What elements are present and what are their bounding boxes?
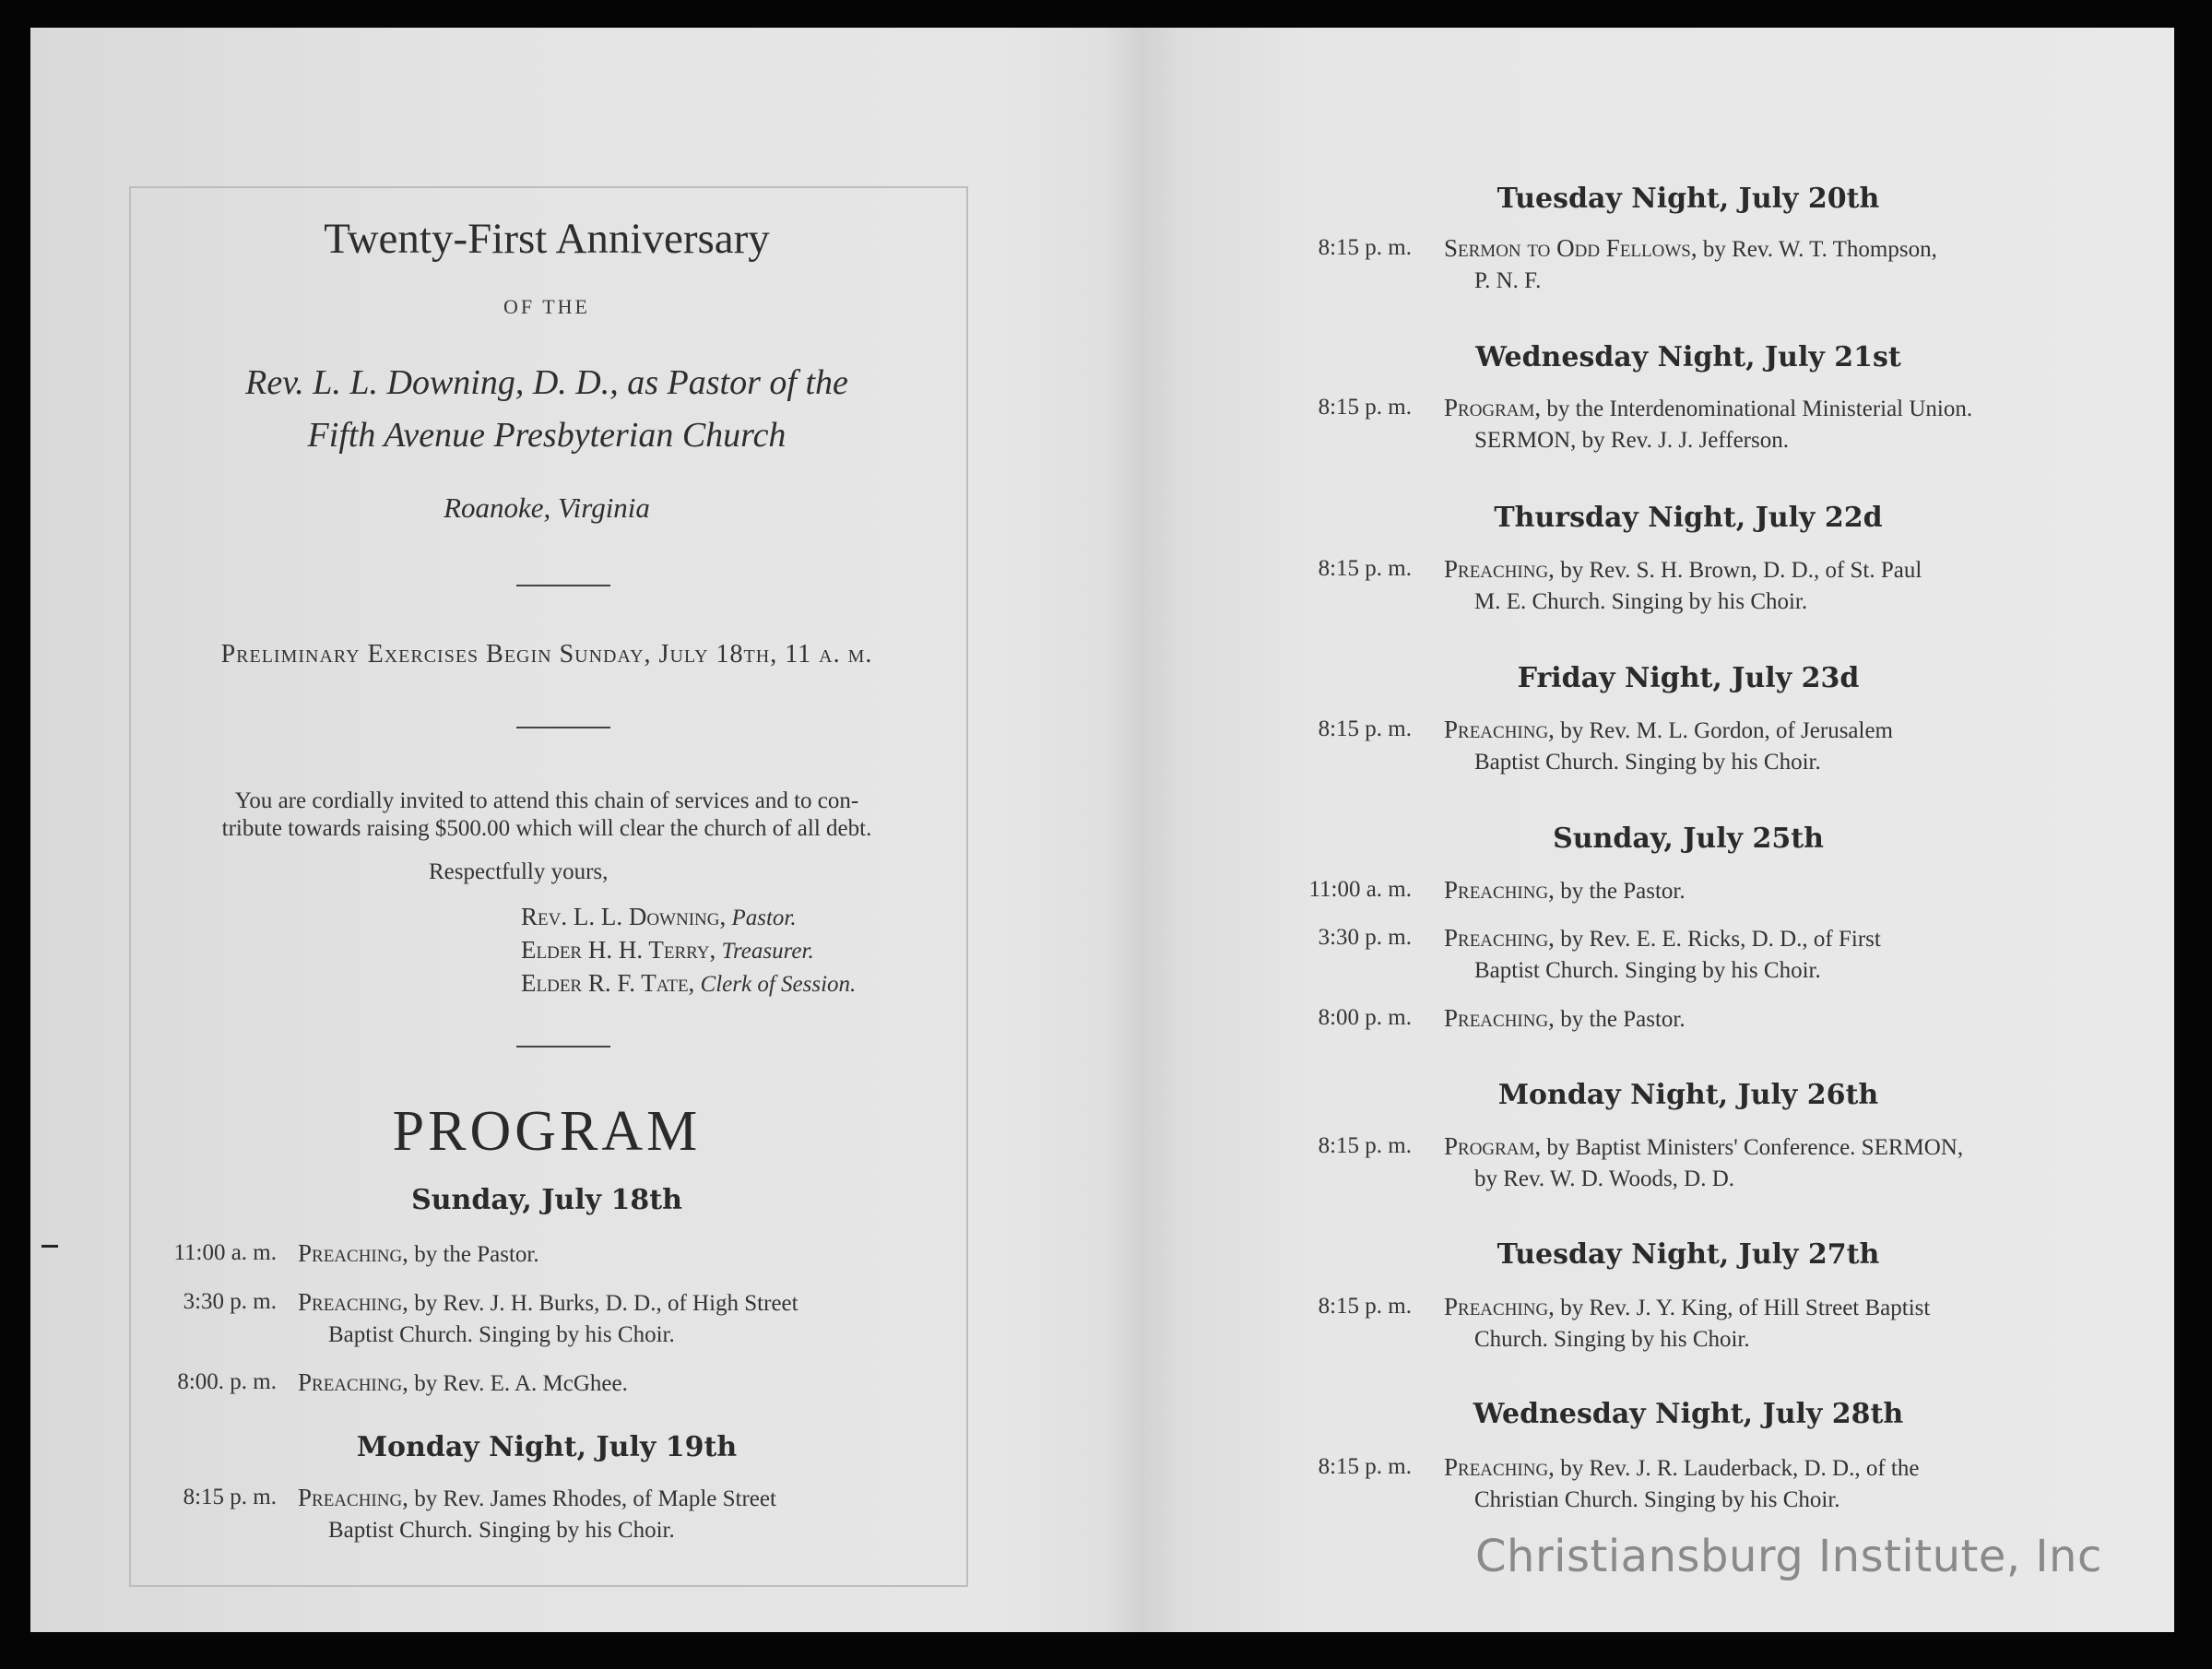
invitation-line-2: tribute towards raising $500.00 which will clear the church of all debt.	[221, 816, 872, 841]
day-heading: Thursday Night, July 22d	[1494, 502, 1883, 534]
event-description: Preaching, by Rev. J. Y. King, of Hill Street Baptist Church. Singing by his Choir.	[1444, 1293, 1931, 1352]
signer: Elder H. H. Terry, Treasurer.	[521, 936, 814, 964]
event-description: Preaching, by Rev. S. H. Brown, D. D., of St. Paul M. E. Church. Singing by his Choir.	[1444, 555, 1922, 614]
pastor-dedication	[129, 357, 964, 462]
event-time: 8:15 p. m.	[1318, 395, 1412, 420]
event-time: 8:15 p. m.	[1318, 235, 1412, 260]
event-time: 8:15 p. m.	[1318, 556, 1412, 581]
event-description: Preaching, by Rev. J. R. Lauderback, D. D., of the Christian Church. Singing by his Choir.	[1444, 1453, 1920, 1512]
day-heading: Tuesday Night, July 27th	[1496, 1238, 1880, 1271]
event-time: 8:00. p. m.	[177, 1369, 277, 1394]
event-description: Preaching, by the Pastor.	[1444, 1004, 1686, 1032]
day-heading: Monday Night, July 26th	[1497, 1079, 1879, 1111]
event-description: Sermon to Odd Fellows, by Rev. W. T. Thompson, P. N. F.	[1444, 234, 1937, 293]
divider-rule	[516, 1046, 610, 1048]
divider-rule	[516, 727, 610, 728]
day-heading: Tuesday Night, July 20th	[1496, 183, 1880, 215]
event-description: Program, by the Interdenominational Ministerial Union. SERMON, by Rev. J. J. Jefferson.	[1444, 394, 1973, 453]
respectfully-yours: Respectfully yours,	[429, 859, 609, 884]
event-time: 11:00 a. m.	[173, 1240, 277, 1265]
center-fold	[1105, 28, 1178, 1632]
day-heading: Friday Night, July 23d	[1517, 662, 1860, 694]
event-time: 8:15 p. m.	[1318, 1454, 1412, 1479]
day-heading: Sunday, July 18th	[411, 1184, 682, 1216]
invitation-text	[129, 787, 964, 843]
event-description: Preaching, by the Pastor.	[1444, 876, 1686, 904]
day-heading: Sunday, July 25th	[1553, 823, 1824, 855]
watermark-credit: Christiansburg Institute, Inc	[1475, 1531, 2102, 1582]
invitation-line-1: You are cordially invited to attend this chain of services and to con-	[234, 788, 859, 813]
pastor-line-2: Fifth Avenue Presbyterian Church	[307, 416, 787, 455]
day-heading: Wednesday Night, July 21st	[1475, 341, 1901, 373]
paper-mark	[41, 1245, 58, 1248]
program-sheet	[30, 28, 2174, 1632]
event-time: 11:00 a. m.	[1308, 877, 1412, 902]
event-description: Preaching, by Rev. James Rhodes, of Maple Street Baptist Church. Singing by his Choir.	[298, 1484, 776, 1543]
event-description: Program, by Baptist Ministers' Conference. SERMON, by Rev. W. D. Woods, D. D.	[1444, 1132, 1964, 1191]
signer: Elder R. F. Tate, Clerk of Session.	[521, 969, 857, 997]
event-time: 8:15 p. m.	[183, 1485, 277, 1509]
signers-list	[521, 901, 856, 1000]
event-description: Preaching, by Rev. E. A. McGhee.	[298, 1368, 628, 1396]
event-time: 8:15 p. m.	[1318, 1294, 1412, 1319]
event-time: 3:30 p. m.	[183, 1289, 277, 1314]
day-heading: Monday Night, July 19th	[356, 1431, 738, 1463]
signer: Rev. L. L. Downing, Pastor.	[521, 903, 797, 930]
preliminary-exercises: Preliminary Exercises Begin Sunday, July 18th, 11 a. m.	[220, 640, 873, 669]
day-heading: Wednesday Night, July 28th	[1473, 1398, 1904, 1430]
divider-rule	[516, 585, 610, 586]
pastor-line-1: Rev. L. L. Downing, D. D., as Pastor of the	[245, 363, 848, 402]
event-description: Preaching, by Rev. E. E. Ricks, D. D., of First Baptist Church. Singing by his Choir.	[1444, 924, 1881, 983]
anniversary-title: Twenty-First Anniversary	[324, 215, 770, 263]
event-description: Preaching, by Rev. J. H. Burks, D. D., of High Street Baptist Church. Singing by his Choir.	[298, 1288, 798, 1347]
program-heading: PROGRAM	[392, 1100, 702, 1163]
event-time: 3:30 p. m.	[1318, 925, 1412, 950]
event-time: 8:00 p. m.	[1318, 1005, 1412, 1030]
location-line: Roanoke, Virginia	[444, 491, 650, 524]
event-description: Preaching, by the Pastor.	[298, 1239, 539, 1267]
event-time: 8:15 p. m.	[1318, 716, 1412, 741]
of-the-label: OF THE	[503, 295, 590, 318]
event-time: 8:15 p. m.	[1318, 1133, 1412, 1158]
event-description: Preaching, by Rev. M. L. Gordon, of Jerusalem Baptist Church. Singing by his Choir.	[1444, 716, 1894, 775]
